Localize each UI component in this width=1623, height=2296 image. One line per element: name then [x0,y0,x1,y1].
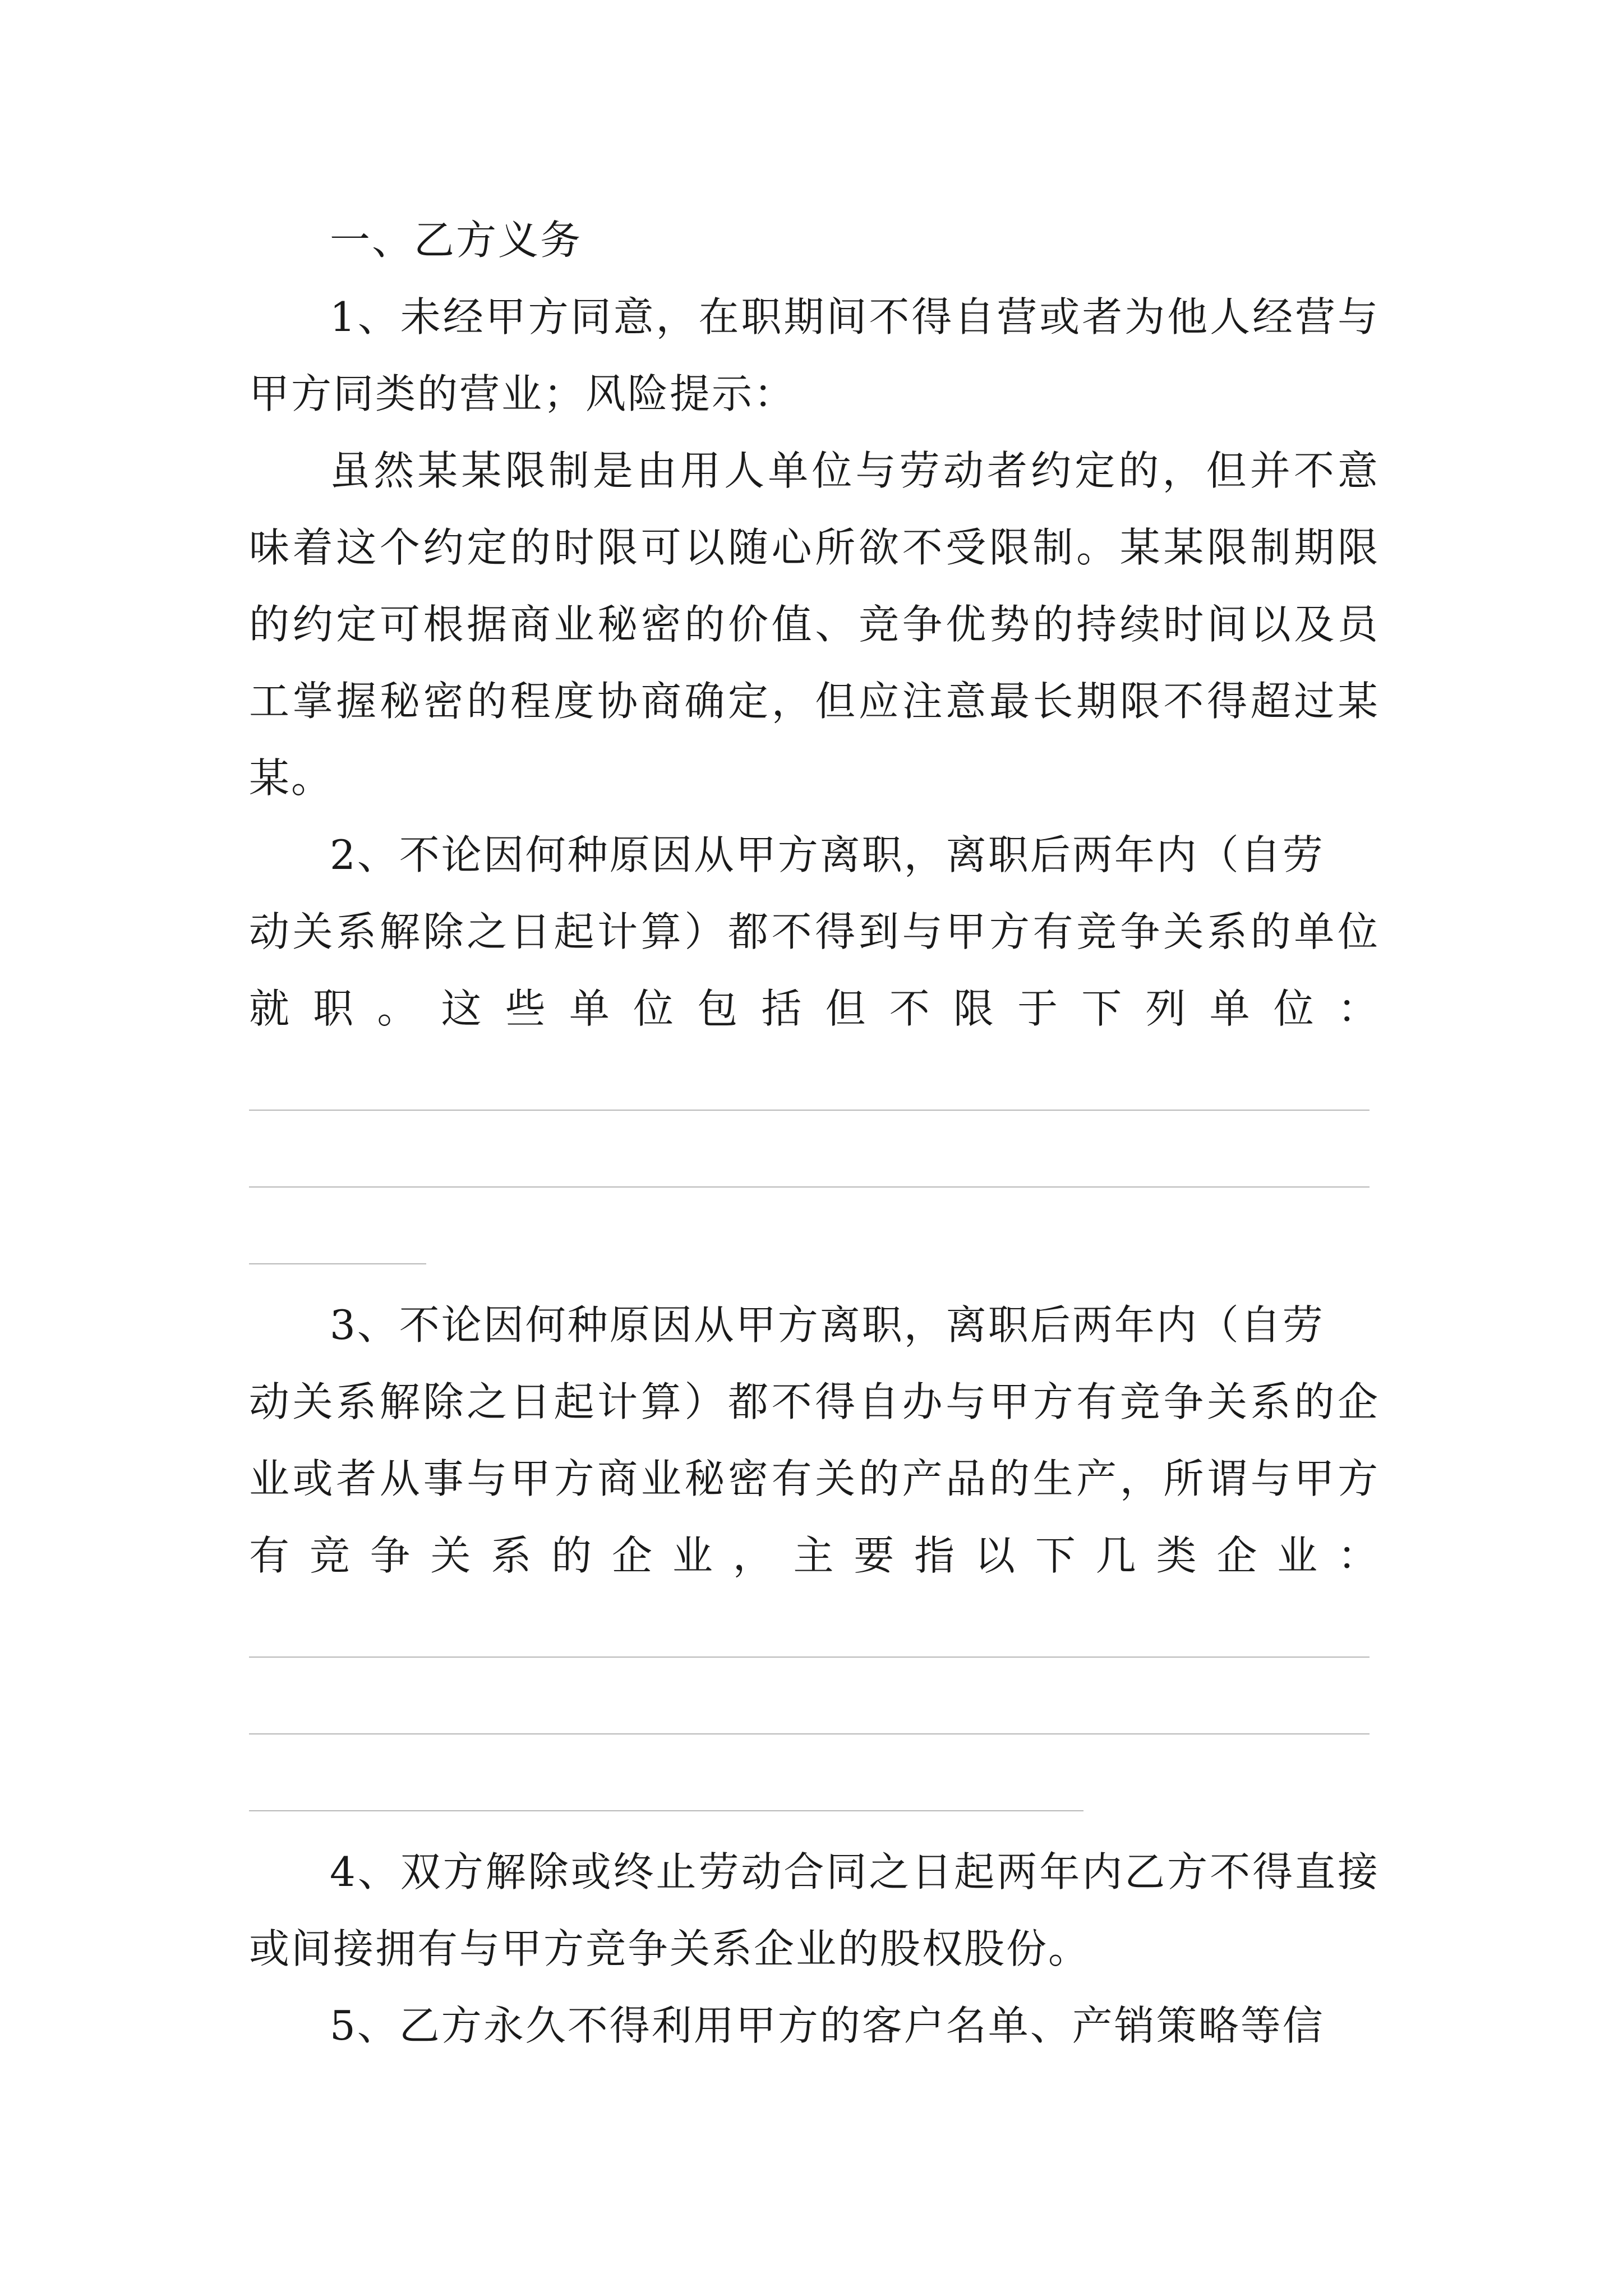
item-2-paragraph [249,817,1380,1047]
blank-line [249,1047,1370,1124]
item-2-line-3: 就职。这些单位包括但不限于下列单位： [249,985,1380,1032]
blank-fill-lines-companies [249,1047,1380,1278]
document-body [249,202,1380,2064]
item-5-paragraph: 5、乙方永久不得利用甲方的客户名单、产销策略等信 [330,2002,1325,2049]
blank-fill-lines-enterprises [249,1594,1380,1825]
item-2-line-1: 2、不论因何种原因从甲方离职，离职后两年内（自劳 [330,831,1325,878]
blank-line [249,1594,1370,1671]
item-4-paragraph: 4、双方解除或终止劳动合同之日起两年内乙方不得直接或间接拥有与甲方竞争关系企业的股权股份。 [249,1848,1380,1972]
item-3-line-2: 动关系解除之日起计算）都不得自办与甲方有竞争关系的企 [249,1378,1380,1425]
risk-note-paragraph: 虽然某某限制是由用人单位与劳动者约定的，但并不意味着这个约定的时限可以随心所欲不受限制。某某限制期限的约定可根据商业秘密的价值、竞争优势的持续时间以及员工掌握秘密的程度协商确定，但应注意最长期限不得超过某某。 [249,447,1380,802]
section-heading: 一、乙方义务 [330,217,583,264]
blank-line [249,1671,1370,1748]
blank-line [249,1124,1370,1201]
item-3-line-3: 业或者从事与甲方商业秘密有关的产品的生产，所谓与甲方 [249,1455,1380,1502]
item-3-paragraph [249,1287,1380,1594]
item-1-paragraph: 1、未经甲方同意，在职期间不得自营或者为他人经营与甲方同类的营业；风险提示： [249,293,1380,417]
blank-line [249,1748,1083,1825]
spacer [249,1825,1380,1834]
item-3-line-4: 有竞争关系的企业，主要指以下几类企业： [249,1532,1380,1579]
item-3-line-1: 3、不论因何种原因从甲方离职，离职后两年内（自劳 [330,1301,1325,1349]
item-2-line-2: 动关系解除之日起计算）都不得到与甲方有竞争关系的单位 [249,908,1380,955]
spacer [249,1278,1380,1287]
blank-line [249,1201,426,1278]
